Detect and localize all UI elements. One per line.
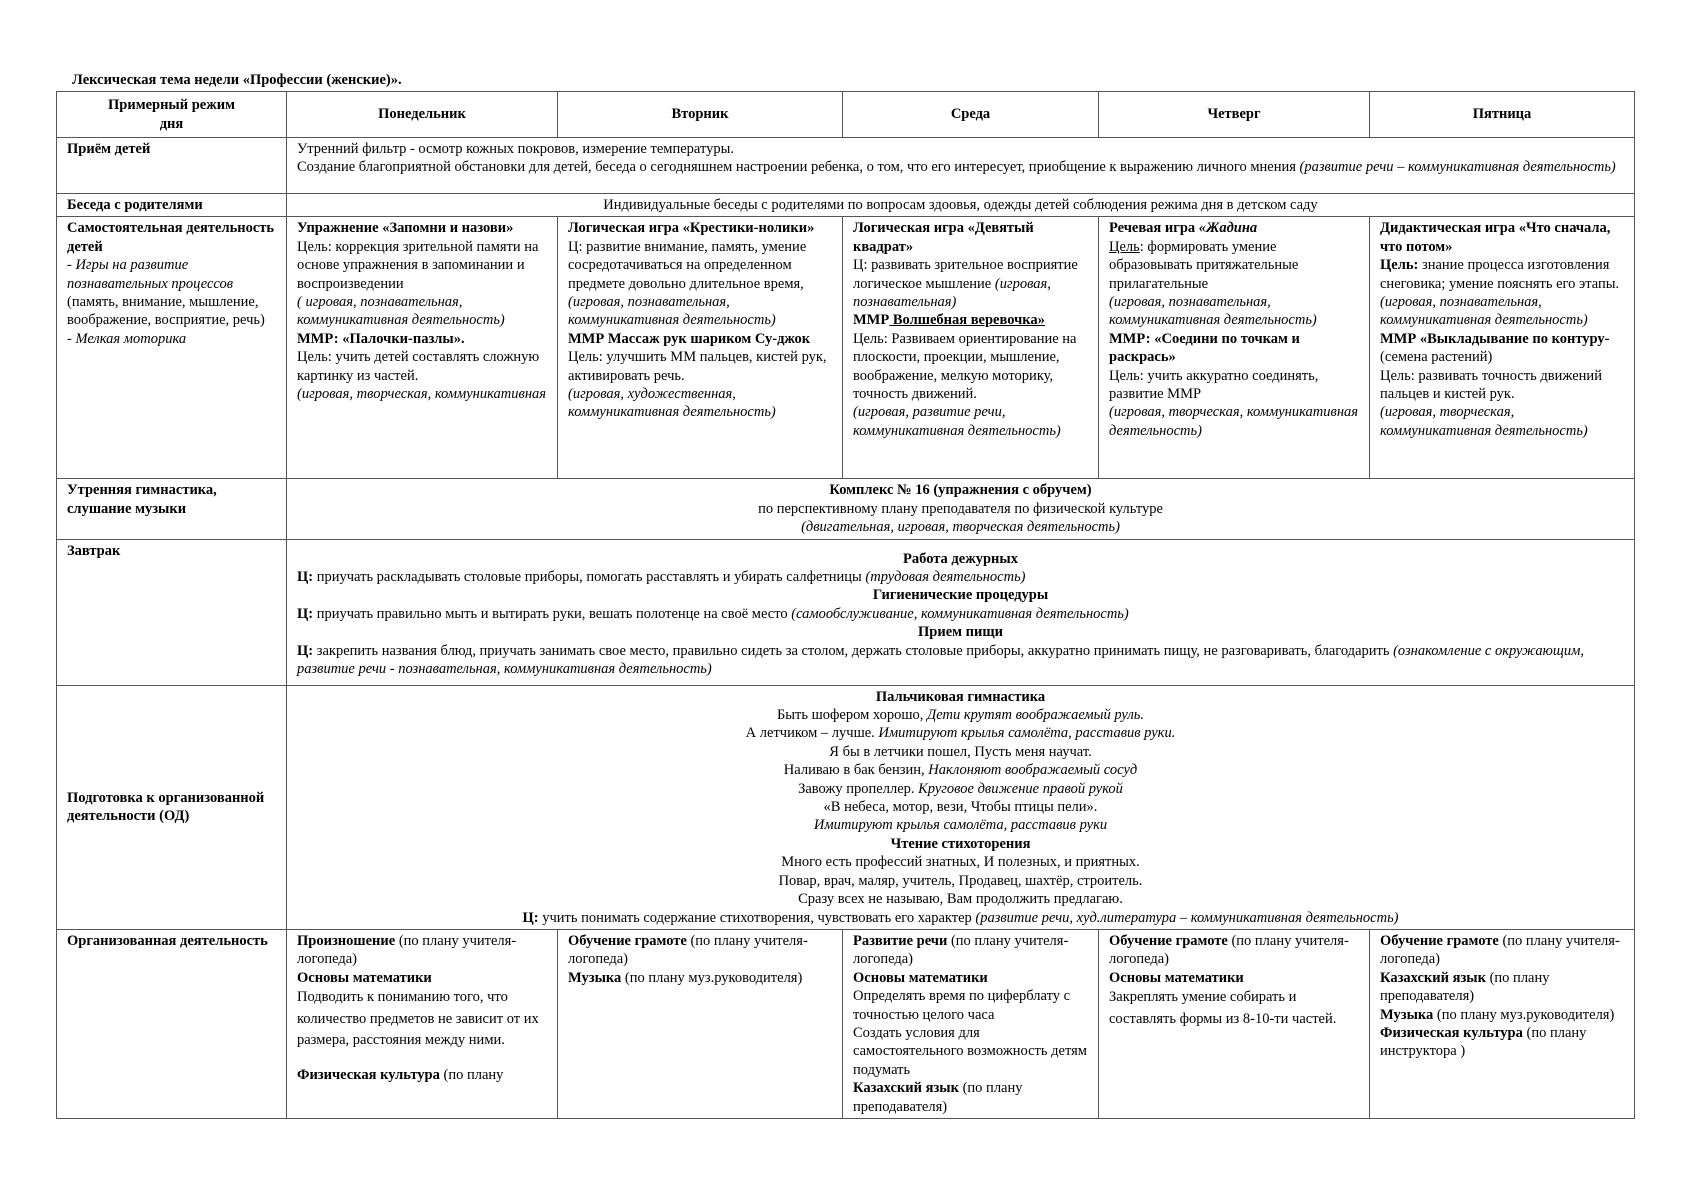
wed-note2: (игровая, развитие речи, коммуникативная деятельность) — [853, 404, 1061, 439]
mon-goal: Цель: коррекция зрительной памяти на основе упражнения в запоминании и воспроизведении — [297, 238, 539, 292]
org-tue-s2: (по плану муз.руководителя) — [621, 969, 803, 986]
independent-sub3: - Мелкая моторика — [67, 330, 187, 347]
fri-note2: (игровая, творческая, коммуникативная деятельность) — [1380, 404, 1588, 439]
breakfast-c3-note: (ознакомление с окружающим, развитие речи - познавательная, коммуникативная деятельность) — [297, 642, 1584, 678]
org-mon-s2: Подводить к пониманию того, что количество предметов не зависит от их размера, расстояния между ними. — [297, 989, 539, 1049]
independent-sub1: - Игры на развитие познавательных процессов — [67, 257, 234, 292]
prep-l5-note: Круговое движение правой рукой — [918, 780, 1123, 797]
tue-note: (игровая, познавательная, коммуникативная деятельность) — [568, 294, 776, 329]
breakfast-c2: приучать правильно мыть и вытирать руки, вешать полотенце на своё место — [313, 605, 792, 622]
independent-sub2: (память, внимание, мышление, воображение, восприятие, речь) — [67, 294, 265, 329]
fri-goal2: : развивать точность движений пальцев и кистей рук. — [1380, 367, 1602, 403]
fri-mmr: ММР «Выкладывание по контуру- — [1380, 330, 1610, 347]
independent-title: Самостоятельная деятельность детей — [67, 220, 275, 255]
wed-mmr-b: Волшебная веревочка» — [889, 312, 1045, 329]
prep-l6: «В небеса, мотор, вези, Чтобы птицы пели». — [823, 799, 1098, 816]
independent-friday — [1370, 217, 1635, 479]
mon-note: ( игровая, познавательная, коммуникативная деятельность) — [297, 294, 505, 329]
org-fri-s3-title: Музыка — [1380, 1006, 1434, 1023]
label-independent — [57, 217, 287, 479]
prep-l4: Наливаю в бак бензин, — [783, 762, 929, 779]
prep-l3: Я бы в летчики пошел, Пусть меня научат. — [829, 743, 1092, 760]
row-prep — [57, 685, 1635, 929]
wed-goal: Ц: развивать зрительное восприятие логическое мышление — [853, 257, 1078, 292]
fri-game-title: Дидактическая игра «Что сначала, что потом» — [1380, 220, 1611, 255]
label-reception: Приём детей — [57, 138, 287, 194]
label-gym: Утренняя гимнастика, слушание музыки — [57, 479, 287, 539]
org-fri-s2-title: Казахский язык — [1380, 969, 1486, 986]
breakfast-content — [287, 539, 1635, 685]
org-mon-s1: (по плану учителя-логопеда) — [297, 932, 517, 968]
prep-p1: Много есть профессий знатных, И полезных, и приятных. — [781, 854, 1140, 871]
row-parents — [57, 194, 1635, 217]
header-friday: Пятница — [1370, 92, 1635, 138]
label-breakfast: Завтрак — [57, 539, 287, 685]
schedule-table — [56, 91, 1635, 1119]
row-independent — [57, 217, 1635, 479]
org-tue-s1-title: Обучение грамоте — [568, 932, 687, 949]
prep-l5: Завожу пропеллер. — [798, 780, 919, 797]
thu-goal2: Цель: учить аккуратно соединять, развитие ММР — [1109, 367, 1319, 403]
breakfast-c3: закрепить названия блюд, приучать занимать свое место, правильно сидеть за столом, держать столовые приборы, аккуратно принимать пищу, не разговаривать, благодарить — [313, 642, 1394, 659]
header-regime: Примерный режим дня — [57, 92, 287, 138]
thu-game-title-italic: «Жадина — [1198, 220, 1258, 237]
row-organized — [57, 929, 1635, 1118]
org-fri-s3: (по плану муз.руководителя) — [1433, 1006, 1615, 1023]
tue-goal: Ц: развитие внимание, память, умение сосредотачиваться на определенном предмете довольно длительное время, — [568, 238, 807, 292]
row-gym — [57, 479, 1635, 539]
prep-goal-label: Ц: — [522, 909, 539, 926]
thu-mmr: ММР: «Соедини по точкам и раскрась» — [1109, 330, 1300, 366]
org-wed-s3: (по плану преподавателя) — [853, 1080, 1023, 1115]
breakfast-h3: Прием пищи — [918, 624, 1003, 641]
prep-goal: учить понимать содержание стихотворения, чувствовать его характер — [538, 909, 976, 926]
thu-goal: : формировать умение образовывать притяжательные прилагательные — [1109, 238, 1299, 292]
wed-note: (игровая, познавательная) — [853, 275, 1051, 311]
prep-l4-note: Наклоняют воображаемый сосуд — [928, 762, 1138, 779]
breakfast-c2-label: Ц: — [297, 605, 314, 622]
org-thu-s2: Закреплять умение собирать и составлять формы из 8-10-ти частей. — [1109, 989, 1337, 1027]
header-wednesday: Среда — [843, 92, 1099, 138]
wed-goal2: Цель: Развиваем ориентирование на плоскости, проекции, мышление, воображение, мелкую моторику, точность движений. — [853, 330, 1077, 403]
prep-content — [287, 685, 1635, 929]
org-tue-s1: (по плану учителя-логопеда) — [568, 932, 808, 968]
org-fri-s4-title: Физическая культура — [1380, 1024, 1523, 1041]
gym-note: (двигательная, игровая, творческая деятельность) — [801, 519, 1120, 536]
org-wed-s2a: Определять время по циферблату с точностью целого часа — [853, 988, 1071, 1023]
breakfast-c1-note: (трудовая деятельность) — [865, 569, 1026, 586]
org-fri-s4: (по плану инструктора ) — [1380, 1024, 1587, 1060]
breakfast-c3-label: Ц: — [297, 642, 314, 659]
reception-line2: Создание благоприятной обстановки для детей, беседа о сегодняшнем настроении ребенка, о том, что его интересует, приобщение к выражению личного мнения — [297, 159, 1300, 176]
wed-game-title: Логическая игра «Девятый квадрат» — [853, 220, 1034, 255]
row-reception — [57, 138, 1635, 194]
row-breakfast — [57, 539, 1635, 685]
wed-mmr-a: ММР — [853, 312, 890, 329]
organized-monday — [287, 929, 558, 1118]
mon-goal2: Цель: учить детей составлять сложную картинку из частей. — [297, 349, 540, 384]
independent-wednesday — [843, 217, 1099, 479]
org-thu-s2-title: Основы математики — [1109, 969, 1244, 986]
prep-p2: Повар, врач, маляр, учитель, Продавец, шахтёр, строитель. — [778, 872, 1143, 889]
organized-thursday — [1099, 929, 1370, 1118]
header-row — [57, 92, 1635, 138]
label-prep: Подготовка к организованной деятельности (ОД) — [57, 685, 287, 929]
org-wed-s2-title: Основы математики — [853, 969, 988, 986]
org-wed-s3-title: Казахский язык — [853, 1080, 959, 1097]
independent-monday — [287, 217, 558, 479]
header-tuesday: Вторник — [558, 92, 843, 138]
label-organized: Организованная деятельность — [57, 929, 287, 1118]
gym-line: по перспективному плану преподавателя по физической культуре — [758, 500, 1163, 517]
fri-goal: знание процесса изготовления снеговика; умение пояснять его этапы. — [1380, 257, 1620, 292]
org-fri-s1: (по плану учителя-логопеда) — [1380, 932, 1620, 968]
gym-title: Комплекс № 16 (упражнения с обручем) — [829, 482, 1092, 499]
fri-note: (игровая, познавательная, коммуникативная деятельность) — [1380, 294, 1588, 329]
organized-wednesday — [843, 929, 1099, 1118]
org-thu-s1-title: Обучение грамоте — [1109, 932, 1228, 949]
org-mon-s2-title: Основы математики — [297, 969, 432, 986]
prep-p3: Сразу всех не называю, Вам продолжить предлагаю. — [798, 891, 1123, 908]
tue-mmr: ММР Массаж рук шариком Су-джок — [568, 330, 811, 347]
mon-note2: (игровая, творческая, коммуникативная — [297, 386, 546, 403]
org-fri-s1-title: Обучение грамоте — [1380, 932, 1499, 949]
breakfast-c1: приучать раскладывать столовые приборы, помогать расставлять и убирать салфетницы — [313, 569, 866, 586]
fri-mmr-tail: (семена растений) — [1380, 349, 1493, 366]
org-fri-s2: (по плану преподавателя) — [1380, 969, 1550, 1005]
org-wed-s1-title: Развитие речи — [853, 932, 948, 949]
org-wed-s1: (по плану учителя-логопеда) — [853, 932, 1069, 968]
prep-goal-note: (развитие речи, худ.литература – коммуникативная деятельность) — [975, 909, 1399, 926]
breakfast-h1: Работа дежурных — [903, 550, 1018, 567]
tue-game-title: Логическая игра «Крестики-нолики» — [568, 220, 815, 237]
org-mon-s3: (по плану — [439, 1066, 504, 1083]
page-title: Лексическая тема недели «Профессии (женские)». — [72, 72, 402, 88]
gym-content — [287, 479, 1635, 539]
mon-mmr: ММР: «Палочки-пазлы». — [297, 330, 465, 347]
thu-game-title: Речевая игра — [1109, 220, 1199, 237]
org-tue-s2-title: Музыка — [568, 969, 622, 986]
tue-goal2: Цель: улучшить ММ пальцев, кистей рук, активировать речь. — [568, 349, 827, 384]
prep-l1: Быть шофером хорошо, — [776, 707, 927, 724]
independent-tuesday — [558, 217, 843, 479]
tue-note2: (игровая, художественная, коммуникативная деятельность) — [568, 386, 776, 421]
organized-friday — [1370, 929, 1635, 1118]
prep-l2: А летчиком – лучше. — [745, 725, 879, 742]
breakfast-h2: Гигиенические процедуры — [872, 587, 1049, 604]
thu-note: (игровая, познавательная, коммуникативная деятельность) — [1109, 294, 1317, 329]
prep-l1-note: Дети крутят воображаемый руль. — [927, 707, 1145, 724]
org-mon-s1-title: Произношение — [297, 932, 396, 949]
organized-tuesday — [558, 929, 843, 1118]
org-wed-s2b: Создать условия для самостоятельного возможность детям подумать — [853, 1024, 1087, 1078]
fri-goal2-label: Цель — [1380, 367, 1411, 384]
independent-thursday — [1099, 217, 1370, 479]
org-mon-s3-title: Физическая культура — [297, 1066, 440, 1083]
prep-h2: Чтение стихоторения — [890, 835, 1031, 852]
mon-game-title: Упражнение «Запомни и назови» — [297, 220, 514, 237]
fri-goal-label: Цель: — [1380, 257, 1419, 274]
header-thursday: Четверг — [1099, 92, 1370, 138]
breakfast-c2-note: (самообслуживание, коммуникативная деятельность) — [791, 605, 1129, 622]
reception-content — [287, 138, 1635, 194]
thu-note2: (игровая, творческая, коммуникативная деятельность) — [1109, 404, 1358, 439]
prep-h1: Пальчиковая гимнастика — [875, 688, 1046, 705]
prep-l2-note: Имитируют крылья самолёта, расставив руки. — [878, 725, 1176, 742]
breakfast-c1-label: Ц: — [297, 569, 314, 586]
thu-goal-label: Цель — [1109, 238, 1140, 255]
prep-l7: Имитируют крылья самолёта, расставив руки — [813, 817, 1108, 834]
label-parents: Беседа с родителями — [57, 194, 287, 217]
org-thu-s1: (по плану учителя-логопеда) — [1109, 932, 1349, 968]
header-monday: Понедельник — [287, 92, 558, 138]
parents-content: Индивидуальные беседы с родителями по вопросам здоовья, одежды детей соблюдения режима дня в детском саду — [287, 194, 1635, 217]
reception-note: (развитие речи – коммуникативная деятельность) — [1299, 159, 1616, 176]
reception-line1: Утренний фильтр - осмотр кожных покровов, измерение температуры. — [297, 141, 734, 157]
